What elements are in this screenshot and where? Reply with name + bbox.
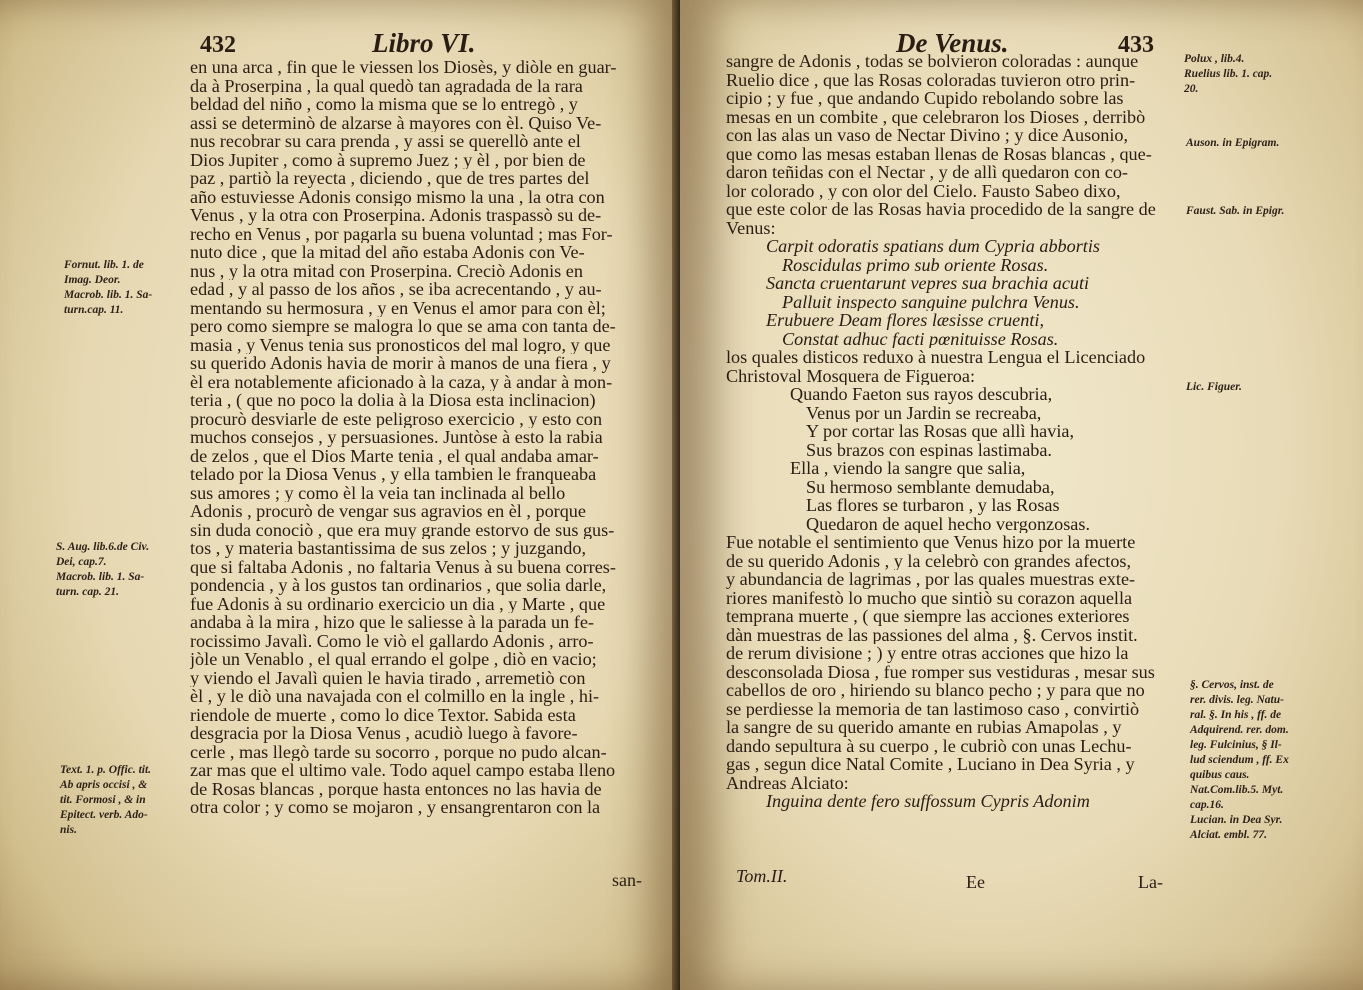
text-line: beldad del niño , como la misma que se lo entregò , y <box>190 95 578 114</box>
poem-line: Y por cortar las Rosas que allì havia, <box>806 422 1075 441</box>
text-line: nus , y la otra mitad con Proserpina. Creciò Adonis en <box>190 261 583 280</box>
right-running-header: De Venus. <box>896 28 1009 58</box>
text-line: temprana muerte , ( que siempre las acciones exteriores <box>726 607 1130 626</box>
text-line: jòle un Venablo , el qual errando el golpe , diò en vacio; <box>190 650 597 669</box>
margin-note-lic <box>1186 380 1242 395</box>
margin-note-line: Ruelius lib. 1. cap. <box>1184 68 1273 80</box>
margin-note-line: 20. <box>1184 83 1199 95</box>
verse-line: Sancta cruentarunt vepres sua brachia acuti <box>766 274 1090 293</box>
text-line: telado por la Diosa Venus , y ella tambien le franqueaba <box>190 465 597 484</box>
text-line: èl , y le diò una navajada con el colmillo en la ingle , hi- <box>190 687 600 706</box>
margin-note-line: Faust. Sab. in Epigr. <box>1186 205 1285 217</box>
text-line: de Rosas blancas , porque hasta entonces no las havia de <box>190 779 602 798</box>
margin-note-auson <box>1186 136 1279 151</box>
text-line: pondencia , y à los gustos tan ordinarios , que solia darle, <box>190 576 607 595</box>
margin-note-line: Polux , lib.4. <box>1184 53 1245 65</box>
left-body-text <box>190 58 652 817</box>
poem-line: Venus por un Jardin se recreaba, <box>806 403 1042 422</box>
margin-note-polux <box>1184 52 1272 97</box>
poem-line: Quando Faeton sus rayos descubria, <box>790 385 1053 404</box>
left-page-number: 432 <box>200 32 236 58</box>
text-line: cabellos de oro , hiriendo su blanco pecho ; y para que no <box>726 681 1145 700</box>
text-line: Adonis , procurò de vengar sus agravios en èl , porque <box>190 502 586 521</box>
margin-note-line: Epitect. verb. Ado- <box>60 809 148 821</box>
text-line: Christoval Mosquera de Figueroa: <box>726 366 976 385</box>
margin-note-line: Macrob. lib. 1. Sa- <box>56 571 145 583</box>
left-page <box>0 0 680 990</box>
text-line: sus amores ; y como èl la veia tan inclinada al bello <box>190 483 566 502</box>
text-line: sangre de Adonis , todas se bolvieron coloradas : aunque <box>726 52 1139 71</box>
poem-line: Ella , viendo la sangre que salia, <box>790 459 1026 478</box>
verse-line: Constat adhuc facti pœnituisse Rosas. <box>782 329 1059 348</box>
text-line: èl era notablemente aficionado à la caza, y à andar à mon- <box>190 372 613 391</box>
tome-label: Tom.II. <box>736 866 788 886</box>
text-line: rocissimo Javalì. Como le viò el gallardo Adonis , arro- <box>190 631 594 650</box>
margin-note-fornut <box>64 258 152 318</box>
text-line: y abundancia de lagrimas , por las quales muestras exte- <box>726 570 1136 589</box>
text-line: que este color de las Rosas havia procedido de la sangre de <box>726 200 1156 219</box>
text-line: de zelos , que el Dios Marte tenia , el qual andaba amar- <box>190 446 599 465</box>
text-line: daron teñidas con el Nectar , y de allì quedaron con co- <box>726 163 1128 182</box>
text-line: desconsolada Diosa , fue romper sus vestiduras , mesar sus <box>726 662 1155 681</box>
margin-note-line: Lucian. in Dea Syr. <box>1190 814 1283 826</box>
text-line: los quales disticos reduxo à nuestra Lengua el Licenciado <box>726 348 1146 367</box>
text-line: se perdiesse la memoria de tan lastimoso caso , convirtiò <box>726 699 1140 718</box>
margin-note-line: leg. Fulcinius, § Il- <box>1190 739 1282 751</box>
margin-note-line: Auson. in Epigram. <box>1186 137 1280 149</box>
margin-note-line: Lic. Figuer. <box>1186 381 1242 393</box>
margin-note-line: Dei, cap.7. <box>56 556 107 568</box>
text-line: recho en Venus , por pagarla su buena voluntad ; mas For- <box>190 224 613 243</box>
margin-note-line: nis. <box>60 824 77 836</box>
text-line: teria , ( que no poco la dolia à la Diosa esta inclinacion) <box>190 391 596 410</box>
poem-line: Sus brazos con espinas lastimaba. <box>806 440 1052 459</box>
text-line: lor colorado , y con olor del Cielo. Fausto Sabeo dixo, <box>726 181 1121 200</box>
left-running-header: Libro VI. <box>372 28 476 58</box>
poem-line: Las flores se turbaron , y las Rosas <box>806 496 1060 515</box>
text-line: andaba à la mira , hizo que le saliesse à la parada un fe- <box>190 613 594 632</box>
text-line: muchos consejos , y persuasiones. Juntòse à esto la rabia <box>190 428 603 447</box>
margin-note-aug <box>56 540 149 600</box>
margin-note-line: quibus caus. <box>1190 769 1250 781</box>
text-line: Ruelio dice , que las Rosas coloradas tuvieron otro prin- <box>726 70 1136 89</box>
margin-note-line: Nat.Com.lib.5. Myt. <box>1190 784 1284 796</box>
margin-note-line: Alciat. embl. 77. <box>1190 829 1267 841</box>
right-page-number: 433 <box>1118 32 1154 58</box>
text-line: con las alas un vaso de Nectar Divino ; y dice Ausonio, <box>726 126 1129 145</box>
text-line: mesas en un combite , que celebraron los Dioses , derribò <box>726 107 1146 126</box>
text-line: Dios Jupiter , como à supremo Juez ; y èl , por bien de <box>190 150 586 169</box>
text-line: paz , partiò la reyecta , diciendo , que de tres partes del <box>190 169 590 188</box>
text-line: edad , y al passo de los años , se iba acrecentando , y au- <box>190 280 602 299</box>
margin-note-line: Macrob. lib. 1. Sa- <box>64 289 153 301</box>
text-line: riendole de muerte , como lo dice Textor. Sabida esta <box>190 705 576 724</box>
text-line: tos , y materia bastantissima de sus zelos ; y juzgando, <box>190 539 587 558</box>
text-line: da à Proserpina , la qual quedò tan agradada de la rara <box>190 76 583 95</box>
text-line: y viendo el Javalì quien le havia tirado , arremetiò con <box>190 668 586 687</box>
margin-note-line: Fornut. lib. 1. de <box>64 259 144 271</box>
margin-note-line: S. Aug. lib.6.de Civ. <box>56 541 150 553</box>
text-line: cerle , mas llegò tarde su socorro , porque no pudo alcan- <box>190 742 607 761</box>
text-line: masia , y Venus tenia sus pronosticos del mal logro, y que <box>190 335 611 354</box>
text-line: assi se determinò de alzarse à mayores con èl. Quiso Ve- <box>190 113 602 132</box>
margin-note-line: Text. 1. p. Offic. tit. <box>60 764 152 776</box>
text-line: dàn muestras de las passiones del alma , §. Cervos instit. <box>726 625 1138 644</box>
verse-line: Roscidulas primo sub oriente Rosas. <box>782 255 1049 274</box>
margin-note-line: §. Cervos, inst. de <box>1190 679 1274 691</box>
text-line: zar mas que el ultimo vale. Todo aquel campo estaba lleno <box>190 761 616 780</box>
text-line: otra color ; y como se mojaron , y ensangrentaron con la <box>190 798 601 817</box>
right-body-text <box>726 52 1176 811</box>
text-line: gas , segun dice Natal Comite , Luciano in Dea Syria , y <box>726 755 1135 774</box>
text-line: pero como siempre se malogra lo que se ama con tanta de- <box>190 317 616 336</box>
poem-line: Quedaron de aquel hecho vergonzosas. <box>806 514 1090 533</box>
text-line: año estuviesse Adonis consigo mismo la una , la otra con <box>190 187 605 206</box>
text-line: que si faltaba Adonis , no faltaria Venus à su buena corres- <box>190 557 616 576</box>
margin-note-line: Adquirend. rer. dom. <box>1190 724 1289 736</box>
text-line: de su querido Adonis , y la celebrò con grandes afectos, <box>726 551 1132 570</box>
text-line: cipio ; y fue , que andando Cupido rebolando sobre las <box>726 89 1124 108</box>
margin-note-line: lud sciendum , ff. Ex <box>1190 754 1289 766</box>
margin-note-line: cap.16. <box>1190 799 1224 811</box>
margin-note-text <box>60 763 151 838</box>
margin-note-line: ral. §. In his , ff. de <box>1190 709 1282 721</box>
text-line: de rerum divisione ; ) y entre otras acciones que hizo la <box>726 644 1129 663</box>
verse-line: Palluit inspecto sanguine pulchra Venus. <box>782 292 1080 311</box>
margin-note-line: Ab apris occisi , & <box>60 779 148 791</box>
margin-note-cervos <box>1190 678 1289 843</box>
poem-line: Su hermoso semblante demudaba, <box>806 477 1055 496</box>
verse-line: Erubuere Deam flores læsisse cruenti, <box>766 311 1044 330</box>
text-line: Andreas Alciato: <box>726 773 849 792</box>
text-line: la sangre de su querido amante en rubias Amapolas , y <box>726 718 1122 737</box>
verse-line: Carpit odoratis spatians dum Cypria abbortis <box>766 237 1100 256</box>
text-line: procurò desviarle de este peligroso exercicio , y esto con <box>190 409 603 428</box>
verse-line: Inguina dente fero suffossum Cypris Adonim <box>766 792 1090 811</box>
right-catchword: La- <box>1138 872 1163 892</box>
text-line: en una arca , fin que le viessen los Diosès, y diòle en guar- <box>190 58 617 77</box>
text-line: su querido Adonis havia de morir à manos de una fiera , y <box>190 354 611 373</box>
left-catchword: san- <box>612 870 642 890</box>
margin-note-line: Imag. Deor. <box>64 274 121 286</box>
text-line: riores manifestò lo mucho que sintiò su corazon aquella <box>726 588 1133 607</box>
signature-mark: Ee <box>966 872 985 892</box>
text-line: nus recobrar su cara prenda , y assi se querellò ante el <box>190 132 581 151</box>
text-line: Venus , y la otra con Proserpina. Adonis traspassò su de- <box>190 206 602 225</box>
text-line: que como las mesas estaban llenas de Rosas blancas , que- <box>726 144 1152 163</box>
text-line: dando sepultura à su cuerpo , le cubriò con unas Lechu- <box>726 736 1132 755</box>
text-line: Venus: <box>726 218 776 237</box>
margin-note-line: tit. Formosi , & in <box>60 794 146 806</box>
text-line: sin duda conociò , que era muy grande estorvo de sus gus- <box>190 520 615 539</box>
margin-note-line: turn. cap. 21. <box>56 586 119 598</box>
text-line: mentando su hermosura , y en Venus el amor para con èl; <box>190 298 606 317</box>
right-page <box>680 0 1363 990</box>
text-line: Fue notable el sentimiento que Venus hizo por la muerte <box>726 533 1136 552</box>
text-line: nuto dice , que la mitad del año estaba Adonis con Ve- <box>190 243 585 262</box>
margin-note-line: rer. divis. leg. Natu- <box>1190 694 1284 706</box>
text-line: fue Adonis à su ordinario exercicio un dia , y Marte , que <box>190 594 606 613</box>
margin-note-line: turn.cap. 11. <box>64 304 124 316</box>
margin-note-faust <box>1186 204 1284 219</box>
text-line: desgracia por la Diosa Venus , acudiò luego à favore- <box>190 724 578 743</box>
